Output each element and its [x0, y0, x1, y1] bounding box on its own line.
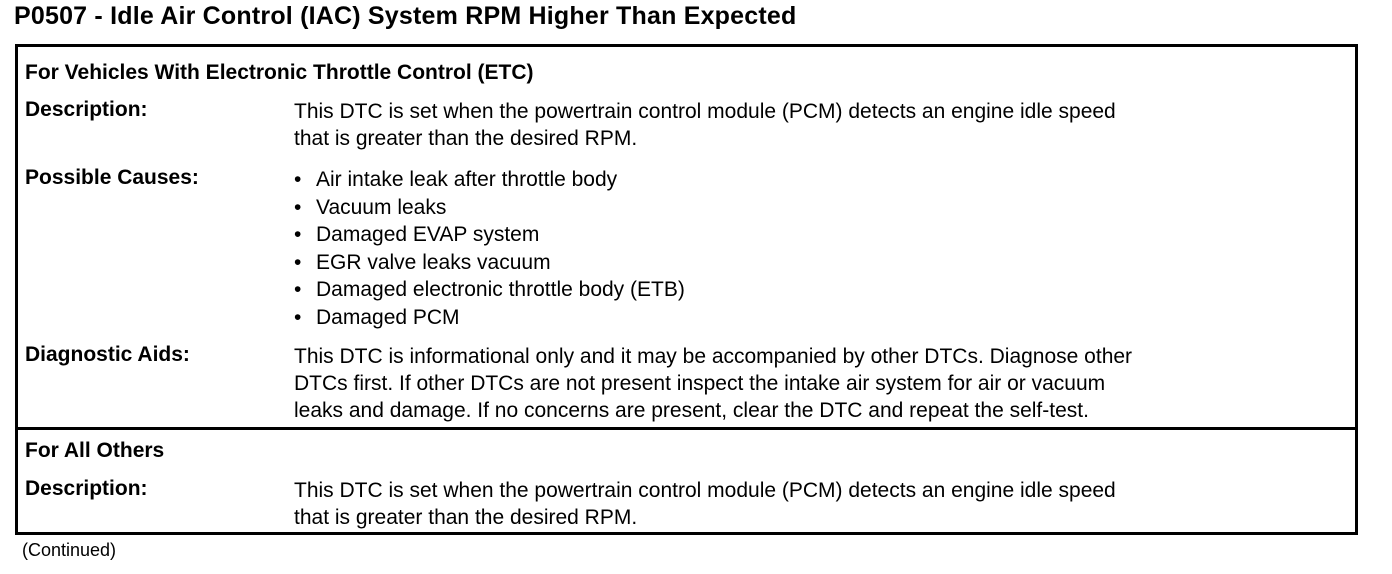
list-item — [294, 221, 1347, 249]
description-line: This DTC is set when the powertrain control module (PCM) detects an engine idle speed — [294, 100, 1116, 123]
cause-text: Air intake leak after throttle body — [316, 168, 618, 191]
list-item — [294, 166, 1347, 194]
list-item — [294, 194, 1347, 222]
diagnostic-aids-text — [294, 343, 1347, 424]
dtc-table — [15, 44, 1358, 535]
bullet-icon: • — [294, 223, 302, 246]
description-label: Description: — [25, 98, 148, 121]
possible-causes-label: Possible Causes: — [25, 166, 199, 189]
diagnostic-aids-line: leaks and damage. If no concerns are present, clear the DTC and repeat the self-test. — [294, 399, 1089, 422]
list-item — [294, 276, 1347, 304]
description-line: that is greater than the desired RPM. — [294, 506, 638, 529]
list-item — [294, 304, 1347, 332]
cause-text: Vacuum leaks — [316, 195, 447, 219]
description-line: that is greater than the desired RPM. — [294, 127, 638, 150]
cause-text: Damaged EVAP system — [316, 223, 540, 246]
page-title: P0507 - Idle Air Control (IAC) System RPM Higher Than Expected — [14, 2, 797, 30]
bullet-icon: • — [294, 250, 302, 274]
description-label: Description: — [25, 477, 148, 500]
description-text — [294, 477, 1347, 531]
cause-text: EGR valve leaks vacuum — [316, 250, 551, 274]
description-text — [294, 98, 1347, 152]
cause-text: Damaged PCM — [316, 305, 460, 329]
cause-text: Damaged electronic throttle body (ETB) — [316, 278, 685, 301]
diagnostic-aids-line: DTCs first. If other DTCs are not present inspect the intake air system for air or vacuum — [294, 372, 1106, 395]
diagnostic-aids-label: Diagnostic Aids: — [25, 343, 190, 366]
description-line: This DTC is set when the powertrain control module (PCM) detects an engine idle speed — [294, 479, 1116, 502]
list-item — [294, 249, 1347, 277]
bullet-icon: • — [294, 195, 302, 219]
bullet-icon: • — [294, 168, 302, 191]
section-heading-etc: For Vehicles With Electronic Throttle Control (ETC) — [25, 61, 534, 84]
continued-note: (Continued) — [22, 540, 117, 560]
bullet-icon: • — [294, 305, 302, 329]
section-divider — [18, 427, 1355, 430]
bullet-icon: • — [294, 278, 302, 301]
diagnostic-aids-line: This DTC is informational only and it may be accompanied by other DTCs. Diagnose other — [294, 345, 1133, 368]
section-heading-all-others: For All Others — [25, 439, 165, 462]
possible-causes-list — [294, 166, 1347, 331]
